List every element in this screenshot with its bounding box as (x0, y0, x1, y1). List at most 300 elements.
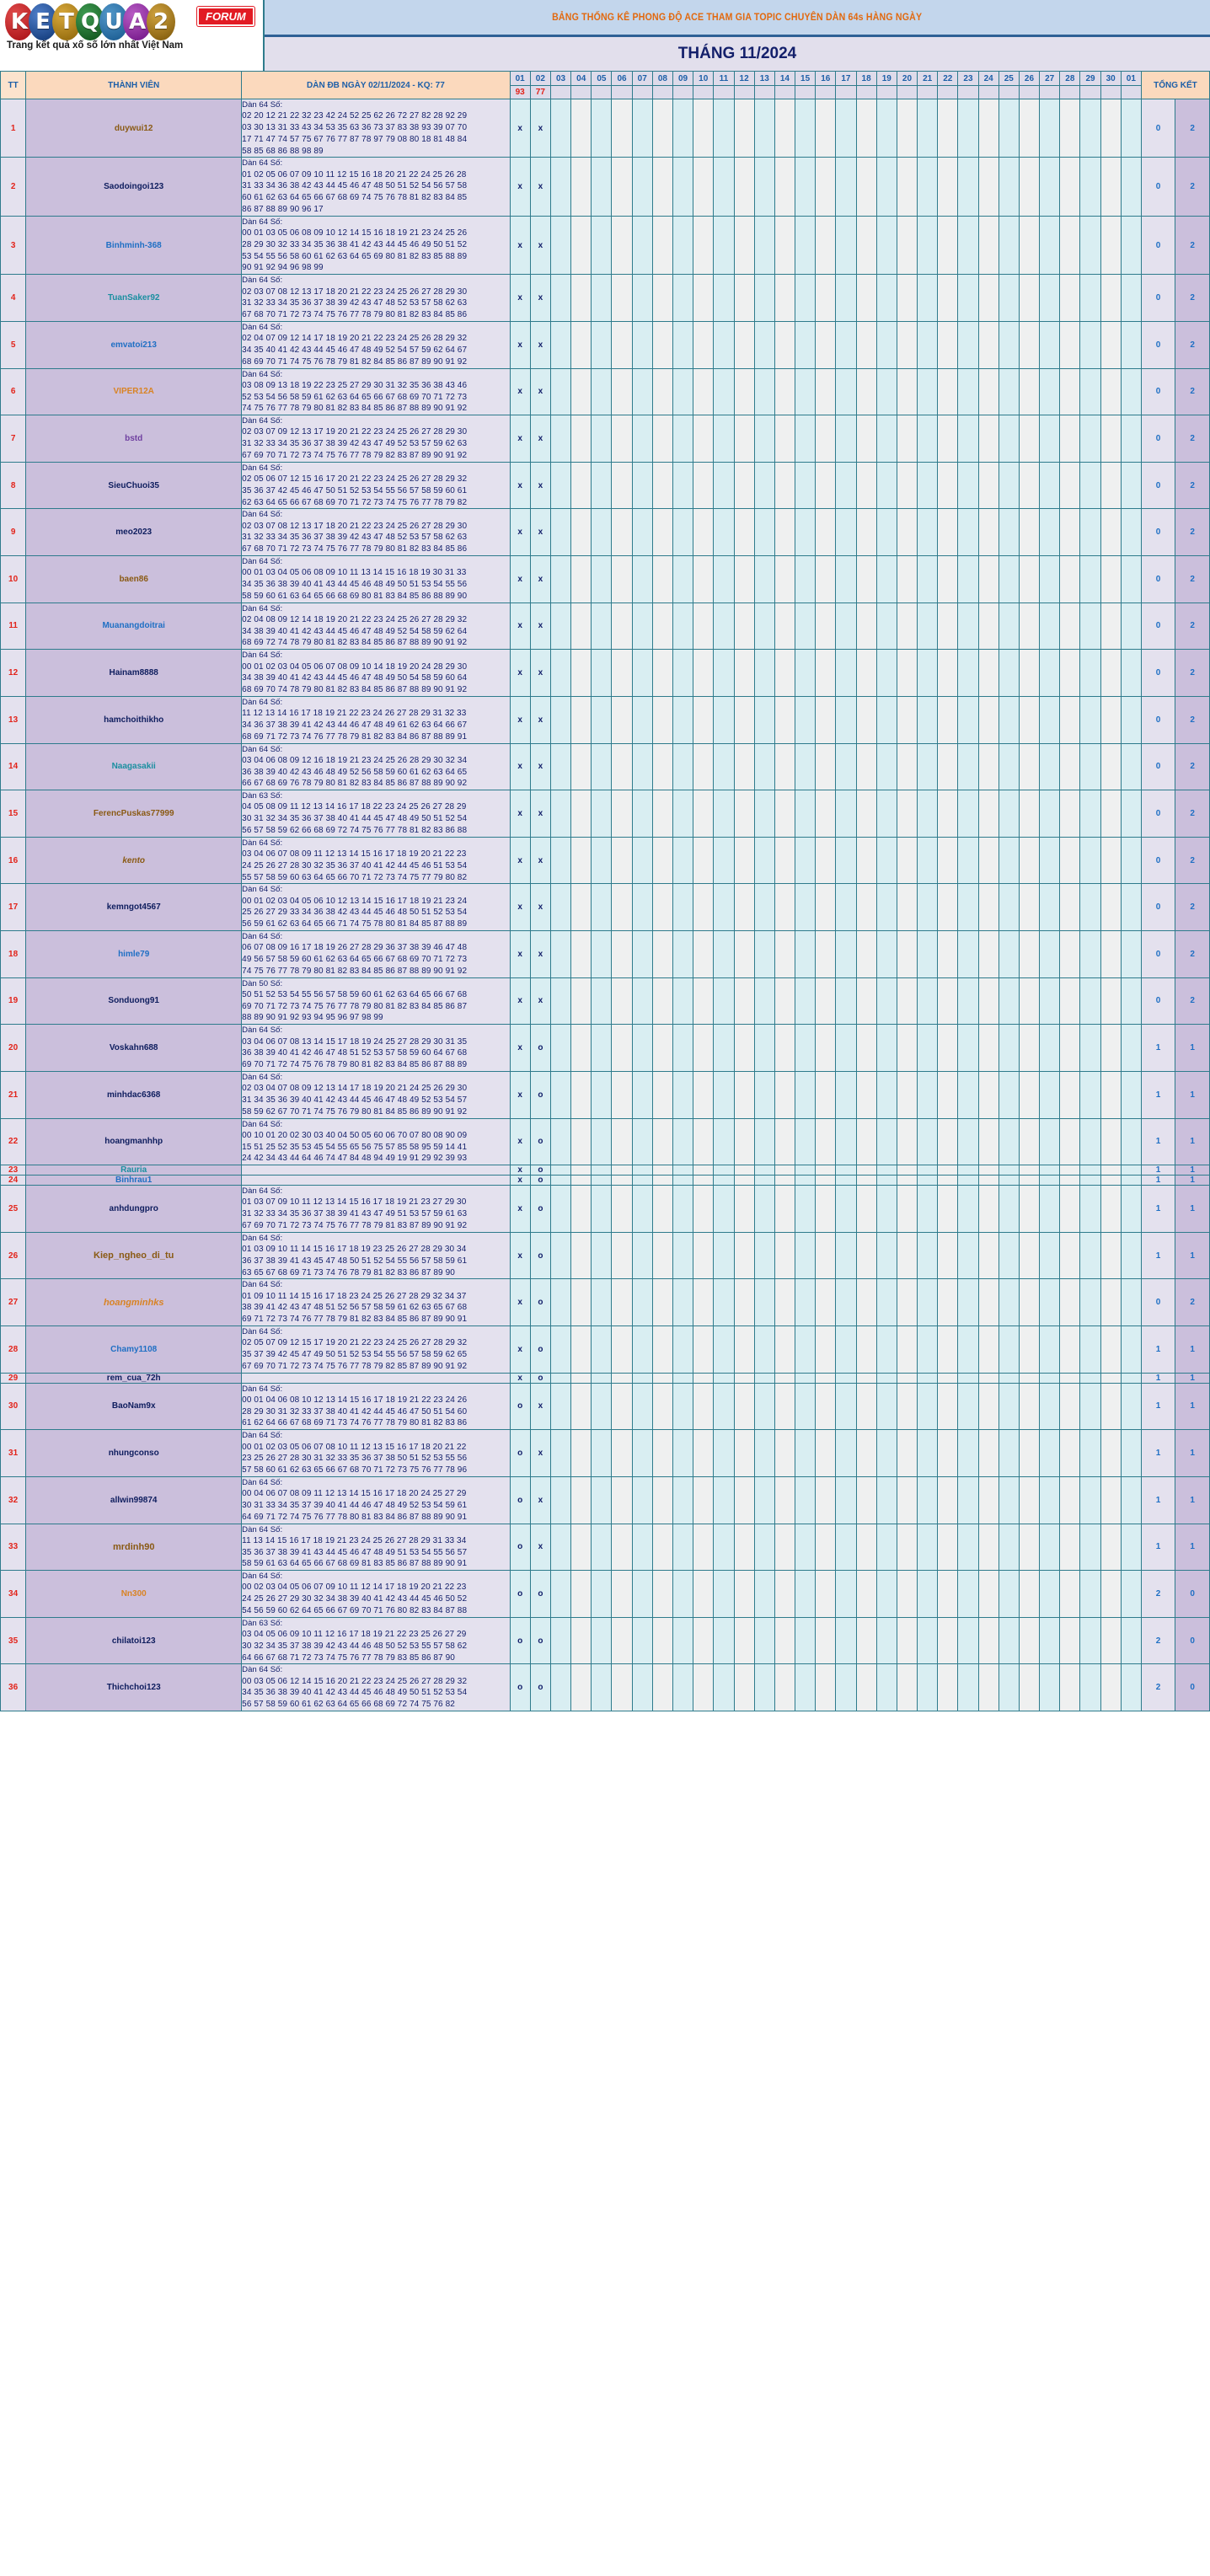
col-header-day-22-21: 22 (938, 72, 958, 86)
cell-day-04 (571, 1373, 592, 1383)
cell-day-21 (918, 1617, 938, 1664)
cell-day-26 (1019, 462, 1039, 509)
cell-day-30 (1100, 1071, 1121, 1118)
cell-day-06 (612, 1279, 632, 1326)
member-name-label: Thichchoi123 (106, 1683, 161, 1693)
cell-day-04 (571, 368, 592, 415)
kq-cell-day-09 (672, 86, 693, 99)
cell-day-20 (897, 1430, 917, 1477)
cell-day-03 (550, 743, 570, 790)
cell-day-14 (774, 977, 795, 1025)
cell-day-19 (876, 650, 897, 697)
cell-day-09 (672, 650, 693, 697)
cell-day-27 (1040, 1476, 1060, 1524)
cell-day-05 (592, 275, 612, 322)
cell-day-26 (1019, 650, 1039, 697)
cell-day-25 (999, 837, 1019, 884)
kq-cell-day-04 (571, 86, 592, 99)
dan-heading: Dàn 64 Số: (242, 1572, 283, 1582)
cell-day-20 (897, 1186, 917, 1233)
cell-dan-numbers (242, 931, 510, 978)
cell-day-30 (1100, 1664, 1121, 1711)
cell-day-18 (856, 1025, 876, 1072)
cell-day-24 (978, 509, 999, 556)
dan-line: 28 29 30 32 33 34 35 36 38 41 42 43 44 45 46 49 50 51 52 (242, 239, 468, 249)
table-row (1, 1476, 1210, 1524)
cell-tt: 12 (1, 650, 26, 697)
cell-day-01 (1121, 99, 1141, 158)
cell-day-25 (999, 1430, 1019, 1477)
cell-day-13 (754, 1524, 774, 1571)
cell-day-10 (693, 837, 714, 884)
cell-member-name[interactable] (26, 790, 242, 838)
cell-day-01 (1121, 931, 1141, 978)
dan-line: 00 02 03 04 05 06 07 09 10 11 12 14 17 18 19 20 21 22 23 (242, 1583, 467, 1593)
cell-day-01: x (510, 977, 530, 1025)
cell-day-22 (938, 1664, 958, 1711)
cell-day-07 (632, 977, 652, 1025)
cell-day-06 (612, 1664, 632, 1711)
cell-day-24 (978, 1617, 999, 1664)
cell-day-05 (592, 1186, 612, 1233)
cell-day-10 (693, 1373, 714, 1383)
cell-day-05 (592, 696, 612, 743)
cell-dan-numbers (242, 1326, 510, 1374)
dan-line: 02 04 08 09 12 14 18 19 20 21 22 23 24 25 26 27 28 29 32 (242, 614, 468, 624)
cell-day-17 (836, 1118, 856, 1165)
cell-tt: 10 (1, 556, 26, 603)
cell-day-16 (816, 368, 836, 415)
cell-day-19 (876, 931, 897, 978)
dan-line: 25 26 27 29 33 34 36 38 42 43 44 45 46 48 50 51 52 53 54 (242, 908, 468, 918)
cell-day-29 (1080, 1176, 1100, 1186)
cell-member-name[interactable] (26, 216, 242, 274)
cell-day-28 (1060, 216, 1080, 274)
cell-day-27 (1040, 1524, 1060, 1571)
cell-day-13 (754, 650, 774, 697)
col-header-day-29-28: 29 (1080, 72, 1100, 86)
table-row (1, 602, 1210, 650)
cell-day-09 (672, 99, 693, 158)
cell-day-02: x (530, 99, 550, 158)
cell-dan-numbers (242, 602, 510, 650)
cell-member-name[interactable] (26, 1430, 242, 1477)
cell-member-name[interactable] (26, 462, 242, 509)
cell-day-07 (632, 1617, 652, 1664)
cell-day-07 (632, 602, 652, 650)
cell-day-21 (918, 696, 938, 743)
cell-day-20 (897, 158, 917, 216)
kq-cell-day-27 (1040, 86, 1060, 99)
dan-line: 31 34 35 36 39 40 41 42 43 44 45 46 47 48 49 52 53 54 57 (242, 1095, 468, 1105)
cell-day-20 (897, 1279, 917, 1326)
dan-heading: Dàn 64 Số: (242, 651, 283, 661)
cell-day-12 (734, 556, 754, 603)
cell-day-11 (714, 368, 734, 415)
member-name-label: baen86 (119, 574, 148, 584)
cell-day-06 (612, 368, 632, 415)
cell-day-02: x (530, 650, 550, 697)
cell-day-25 (999, 696, 1019, 743)
cell-day-01: x (510, 1025, 530, 1072)
stats-table (0, 71, 1210, 1711)
cell-member-name[interactable] (26, 602, 242, 650)
cell-day-18 (856, 275, 876, 322)
cell-day-26 (1019, 216, 1039, 274)
cell-day-06 (612, 556, 632, 603)
cell-day-23 (958, 1071, 978, 1118)
cell-day-24 (978, 1165, 999, 1176)
cell-day-27 (1040, 1279, 1060, 1326)
cell-dan-numbers (242, 415, 510, 463)
cell-day-02: x (530, 1476, 550, 1524)
cell-member-name[interactable] (26, 650, 242, 697)
cell-tt: 14 (1, 743, 26, 790)
cell-day-03 (550, 837, 570, 884)
cell-day-20 (897, 1476, 917, 1524)
cell-day-30 (1100, 1373, 1121, 1383)
cell-total-miss: 0 (1141, 977, 1175, 1025)
dan-heading: Dàn 64 Số: (242, 1384, 283, 1394)
cell-total-miss: 0 (1141, 1279, 1175, 1326)
cell-total-hit: 2 (1175, 415, 1210, 463)
cell-day-01 (1121, 556, 1141, 603)
cell-day-30 (1100, 1165, 1121, 1176)
cell-day-28 (1060, 602, 1080, 650)
dan-heading: Dàn 64 Số: (242, 510, 283, 520)
cell-day-26 (1019, 1165, 1039, 1176)
dan-heading: Dàn 64 Số: (242, 1233, 283, 1243)
dan-line: 38 39 41 42 43 47 48 51 52 56 57 58 59 61 62 63 65 67 68 (242, 1303, 468, 1313)
dan-line: 02 05 06 07 12 15 16 17 20 21 22 23 24 25 26 27 28 29 32 (242, 474, 468, 484)
dan-line: 03 04 06 08 09 12 16 18 19 21 23 24 25 26 28 29 30 32 34 (242, 755, 468, 765)
cell-day-08 (652, 158, 672, 216)
cell-day-21 (918, 884, 938, 931)
cell-member-name[interactable] (26, 1476, 242, 1524)
cell-member-name[interactable] (26, 1232, 242, 1279)
cell-day-15 (795, 743, 816, 790)
cell-day-14 (774, 790, 795, 838)
forum-badge: FORUM (197, 7, 254, 26)
cell-day-19 (876, 368, 897, 415)
cell-tt: 13 (1, 696, 26, 743)
cell-day-05 (592, 602, 612, 650)
cell-day-26 (1019, 556, 1039, 603)
cell-member-name[interactable] (26, 321, 242, 368)
table-row (1, 931, 1210, 978)
cell-day-19 (876, 1664, 897, 1711)
cell-day-25 (999, 884, 1019, 931)
cell-day-09 (672, 158, 693, 216)
cell-day-01: x (510, 368, 530, 415)
cell-tt: 16 (1, 837, 26, 884)
cell-day-25 (999, 977, 1019, 1025)
cell-member-name[interactable] (26, 1383, 242, 1430)
cell-day-13 (754, 415, 774, 463)
cell-day-19 (876, 1025, 897, 1072)
dan-line: 00 01 03 04 05 06 08 09 10 11 13 14 15 16 18 19 30 31 33 (242, 568, 467, 578)
cell-member-name[interactable] (26, 837, 242, 884)
cell-day-14 (774, 1617, 795, 1664)
cell-day-02: x (530, 368, 550, 415)
cell-day-27 (1040, 556, 1060, 603)
logo-graphic (5, 2, 258, 52)
cell-total-hit: 1 (1175, 1071, 1210, 1118)
cell-day-11 (714, 1383, 734, 1430)
cell-day-09 (672, 1524, 693, 1571)
cell-day-15 (795, 1617, 816, 1664)
cell-dan-numbers (242, 1232, 510, 1279)
cell-day-13 (754, 743, 774, 790)
member-name-label: hamchoithikho (104, 715, 164, 725)
cell-day-29 (1080, 1232, 1100, 1279)
cell-day-16 (816, 1025, 836, 1072)
cell-member-name[interactable] (26, 1279, 242, 1326)
cell-total-miss: 0 (1141, 216, 1175, 274)
dan-line: 36 38 39 40 42 43 46 48 49 52 56 58 59 60 61 62 63 64 65 (242, 767, 468, 777)
cell-day-06 (612, 1524, 632, 1571)
cell-day-06 (612, 1476, 632, 1524)
col-header-day-20-19: 20 (897, 72, 917, 86)
dan-line: 00 04 06 07 08 09 11 12 13 14 15 16 17 18 20 24 25 27 29 (242, 1489, 467, 1499)
cell-day-21 (918, 602, 938, 650)
cell-day-20 (897, 1383, 917, 1430)
cell-day-07 (632, 321, 652, 368)
cell-day-14 (774, 462, 795, 509)
dan-line: 01 02 05 06 07 09 10 11 12 15 16 18 20 21 22 24 25 26 28 (242, 169, 467, 179)
cell-total-miss: 0 (1141, 462, 1175, 509)
dan-heading: Dàn 64 Số: (242, 1524, 283, 1534)
cell-member-name[interactable] (26, 509, 242, 556)
cell-day-14 (774, 216, 795, 274)
cell-day-08 (652, 368, 672, 415)
cell-tt: 20 (1, 1025, 26, 1072)
cell-member-name[interactable] (26, 275, 242, 322)
cell-member-name[interactable] (26, 415, 242, 463)
cell-tt: 4 (1, 275, 26, 322)
cell-day-08 (652, 1279, 672, 1326)
cell-tt: 34 (1, 1571, 26, 1618)
cell-total-hit: 1 (1175, 1025, 1210, 1072)
cell-day-29 (1080, 275, 1100, 322)
cell-member-name[interactable] (26, 1617, 242, 1664)
cell-day-24 (978, 1186, 999, 1233)
kq-cell-day-22 (938, 86, 958, 99)
cell-day-18 (856, 931, 876, 978)
cell-member-name[interactable] (26, 158, 242, 216)
cell-day-13 (754, 99, 774, 158)
dan-line: 90 91 92 94 96 98 99 (242, 263, 324, 273)
cell-day-06 (612, 1165, 632, 1176)
cell-day-12 (734, 99, 754, 158)
cell-day-29 (1080, 158, 1100, 216)
cell-day-19 (876, 1326, 897, 1374)
cell-day-22 (938, 321, 958, 368)
cell-day-11 (714, 1071, 734, 1118)
member-name-label: TuanSaker92 (107, 293, 160, 303)
cell-day-26 (1019, 1571, 1039, 1618)
cell-day-14 (774, 1186, 795, 1233)
cell-day-15 (795, 1524, 816, 1571)
cell-day-24 (978, 1664, 999, 1711)
kq-cell-day-29 (1080, 86, 1100, 99)
cell-day-24 (978, 602, 999, 650)
cell-day-11 (714, 1476, 734, 1524)
dan-line: 11 12 13 14 16 17 18 19 21 22 23 24 26 27 28 29 31 32 33 (242, 709, 467, 719)
cell-member-name[interactable] (26, 99, 242, 158)
cell-member-name[interactable] (26, 1025, 242, 1072)
cell-total-hit: 0 (1175, 1571, 1210, 1618)
cell-day-19 (876, 509, 897, 556)
cell-member-name[interactable] (26, 556, 242, 603)
cell-day-08 (652, 509, 672, 556)
cell-day-23 (958, 743, 978, 790)
cell-day-18 (856, 1186, 876, 1233)
cell-member-name[interactable] (26, 931, 242, 978)
cell-day-01 (1121, 415, 1141, 463)
cell-day-28 (1060, 415, 1080, 463)
cell-day-14 (774, 1326, 795, 1374)
cell-member-name[interactable] (26, 1176, 242, 1186)
dan-line: 00 01 02 03 05 06 07 08 10 11 12 13 15 16 17 18 20 21 22 (242, 1442, 467, 1452)
cell-member-name[interactable] (26, 1165, 242, 1176)
cell-tt: 24 (1, 1176, 26, 1186)
cell-day-01: o (510, 1430, 530, 1477)
cell-day-08 (652, 1165, 672, 1176)
cell-day-05 (592, 931, 612, 978)
cell-member-name[interactable] (26, 1186, 242, 1233)
cell-member-name[interactable] (26, 1664, 242, 1711)
cell-member-name[interactable] (26, 368, 242, 415)
cell-day-14 (774, 1571, 795, 1618)
cell-day-16 (816, 1373, 836, 1383)
cell-day-10 (693, 1617, 714, 1664)
site-logo-cell[interactable] (0, 0, 265, 51)
cell-day-18 (856, 216, 876, 274)
cell-member-name[interactable] (26, 977, 242, 1025)
cell-day-13 (754, 368, 774, 415)
cell-day-04 (571, 321, 592, 368)
cell-day-11 (714, 1524, 734, 1571)
cell-day-01 (1121, 884, 1141, 931)
cell-day-14 (774, 1279, 795, 1326)
cell-day-28 (1060, 1279, 1080, 1326)
cell-day-06 (612, 99, 632, 158)
cell-day-30 (1100, 462, 1121, 509)
cell-day-27 (1040, 602, 1060, 650)
cell-day-07 (632, 837, 652, 884)
cell-day-12 (734, 1232, 754, 1279)
cell-day-26 (1019, 1279, 1039, 1326)
cell-member-name[interactable] (26, 696, 242, 743)
cell-tt: 3 (1, 216, 26, 274)
cell-member-name[interactable] (26, 1118, 242, 1165)
cell-day-14 (774, 743, 795, 790)
cell-day-01: x (510, 1279, 530, 1326)
cell-day-22 (938, 368, 958, 415)
cell-day-19 (876, 1524, 897, 1571)
cell-day-19 (876, 696, 897, 743)
cell-day-15 (795, 837, 816, 884)
cell-day-26 (1019, 1430, 1039, 1477)
cell-day-17 (836, 743, 856, 790)
cell-member-name[interactable] (26, 1071, 242, 1118)
cell-day-21 (918, 1571, 938, 1618)
cell-day-04 (571, 1176, 592, 1186)
cell-tt: 27 (1, 1279, 26, 1326)
cell-day-29 (1080, 368, 1100, 415)
cell-day-28 (1060, 1524, 1080, 1571)
cell-day-01 (1121, 1186, 1141, 1233)
cell-day-09 (672, 1326, 693, 1374)
cell-day-17 (836, 415, 856, 463)
cell-day-04 (571, 1118, 592, 1165)
cell-member-name[interactable] (26, 743, 242, 790)
dan-line: 67 69 70 71 72 73 74 75 76 77 78 79 81 83 87 89 90 91 92 (242, 1220, 468, 1230)
cell-member-name[interactable] (26, 1373, 242, 1383)
cell-day-12 (734, 743, 754, 790)
cell-member-name[interactable] (26, 1524, 242, 1571)
dan-heading: Dàn 63 Số: (242, 1618, 283, 1628)
cell-day-06 (612, 1383, 632, 1430)
cell-total-hit: 1 (1175, 1176, 1210, 1186)
cell-day-08 (652, 1373, 672, 1383)
dan-line: 69 70 71 72 73 74 75 76 77 78 79 80 81 82 83 84 85 86 87 (242, 1001, 468, 1011)
cell-day-03 (550, 977, 570, 1025)
cell-day-09 (672, 275, 693, 322)
kq-cell-day-17 (836, 86, 856, 99)
table-row (1, 1118, 1210, 1165)
cell-day-08 (652, 216, 672, 274)
cell-day-09 (672, 1383, 693, 1430)
cell-day-19 (876, 1383, 897, 1430)
cell-member-name[interactable] (26, 1571, 242, 1618)
dan-line: 01 09 10 11 14 15 16 17 18 23 24 25 26 27 28 29 32 34 37 (242, 1291, 467, 1301)
cell-day-02: o (530, 1571, 550, 1618)
cell-day-13 (754, 1279, 774, 1326)
kq-cell-day-19 (876, 86, 897, 99)
member-name-label: mrdinh90 (112, 1541, 155, 1552)
cell-day-14 (774, 556, 795, 603)
cell-day-20 (897, 321, 917, 368)
cell-day-26 (1019, 275, 1039, 322)
cell-day-12 (734, 1186, 754, 1233)
cell-day-03 (550, 1373, 570, 1383)
cell-day-01: x (510, 884, 530, 931)
cell-tt: 25 (1, 1186, 26, 1233)
cell-member-name[interactable] (26, 1326, 242, 1374)
cell-day-16 (816, 1664, 836, 1711)
cell-dan-numbers (242, 1524, 510, 1571)
cell-day-03 (550, 556, 570, 603)
cell-day-02: x (530, 216, 550, 274)
member-name-label: rem_cua_72h (106, 1373, 161, 1383)
cell-day-19 (876, 556, 897, 603)
cell-member-name[interactable] (26, 884, 242, 931)
kq-cell-day-08 (652, 86, 672, 99)
cell-total-hit: 1 (1175, 1476, 1210, 1524)
cell-day-23 (958, 1476, 978, 1524)
cell-day-22 (938, 1279, 958, 1326)
dan-line: 74 75 76 77 78 79 80 81 82 83 84 85 86 87 88 89 90 91 92 (242, 966, 468, 976)
cell-day-09 (672, 1118, 693, 1165)
cell-day-02: o (530, 1617, 550, 1664)
cell-day-01: o (510, 1524, 530, 1571)
cell-day-02: x (530, 602, 550, 650)
cell-day-15 (795, 556, 816, 603)
dan-line: 68 69 70 71 74 75 76 78 79 81 82 84 85 86 87 89 90 91 92 (242, 356, 468, 367)
cell-day-09 (672, 790, 693, 838)
